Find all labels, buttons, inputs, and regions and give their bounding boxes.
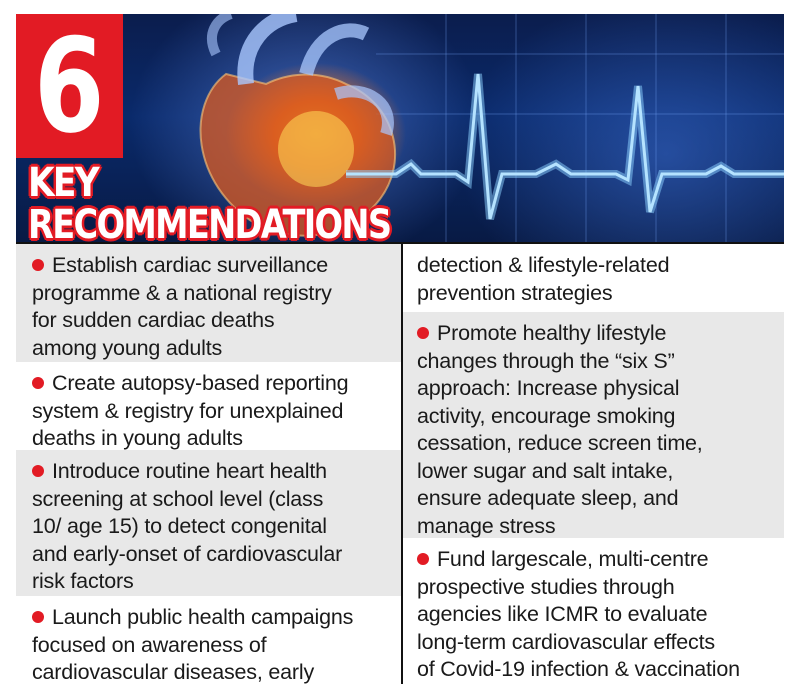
hero-banner [16, 14, 784, 242]
recommendations-panel [16, 242, 784, 684]
left-column [16, 244, 401, 682]
bullet-icon [417, 327, 429, 339]
number-six: 6 [34, 14, 105, 162]
bullet-icon [32, 611, 44, 623]
recommendation-item: Establish cardiac surveillance programme & a national registry for sudden cardiac deaths among young adults [16, 244, 401, 362]
bullet-icon [417, 553, 429, 565]
infographic-card [16, 14, 784, 684]
recommendation-item: Promote healthy lifestyle changes through the “six S” approach: Increase physical activity, encourage smoking cessation, reduce screen time, lower sugar and salt intake, ensure adequate sleep, and manage stress [403, 312, 784, 538]
recommendation-item: Launch public health campaigns focused on awareness of cardiovascular diseases, early [16, 596, 401, 684]
bullet-icon [32, 465, 44, 477]
recommendation-item-continued: detection & lifestyle-related prevention strategies [403, 244, 784, 312]
headline-key: KEY [28, 160, 98, 206]
recommendation-item: Introduce routine heart health screening at school level (class 10/ age 15) to detect congenital and early-onset of cardiovascular risk factors [16, 450, 401, 596]
bullet-icon [32, 377, 44, 389]
number-badge [16, 14, 123, 162]
right-column [403, 244, 784, 682]
recommendation-item: Create autopsy-based reporting system & registry for unexplained deaths in young adults [16, 362, 401, 450]
headline-recommendations: RECOMMENDATIONS [28, 202, 391, 242]
recommendation-item: Fund largescale, multi-centre prospective studies through agencies like ICMR to evaluate long-term cardiovascular effects of Covid-19 infection & vaccination [403, 538, 784, 684]
bullet-icon [32, 259, 44, 271]
